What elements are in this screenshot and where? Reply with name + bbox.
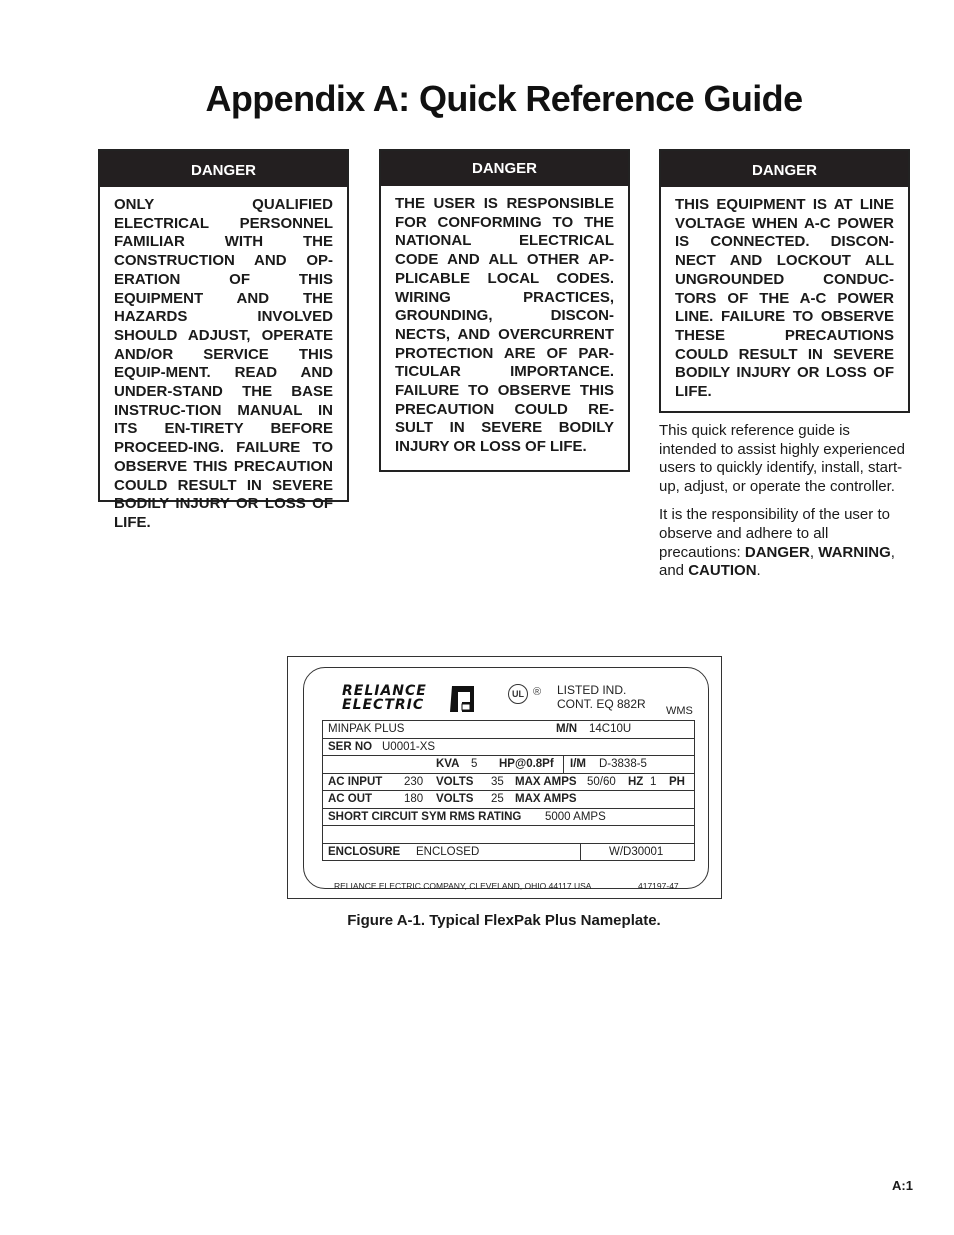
- nameplate-figure: [287, 656, 722, 899]
- ul-listing-text: LISTED IND. CONT. EQ 882R: [557, 683, 646, 711]
- page-title: Appendix A: Quick Reference Guide: [205, 78, 803, 119]
- row-blank: [323, 826, 694, 844]
- wms-label: WMS: [666, 705, 693, 717]
- row-ac-input: AC INPUT 230 VOLTS 35 MAX AMPS 50/60 HZ 1 PH: [323, 774, 694, 792]
- nameplate-plate: [303, 667, 709, 889]
- reliance-electric-logo: RELIANCE ELECTRIC: [342, 684, 427, 712]
- danger-text: ONLY QUALIFIED ELECTRICAL PERSONNEL FAMILIAR WITH THE CONSTRUCTION AND OP-ERATION OF THIS EQUIPMENT AND THE HAZARDS INVOLVED SHOULD ADJUST, OPERATE AND/OR SERVICE THIS EQUIP-MENT. READ AND UNDER-STAND THE BASE INSTRUC-TION MANUAL IN ITS EN-TIRETY BEFORE PROCEED-ING. FAILURE TO OBSERVE THIS PRECAUTION COULD RESULT IN SEVERE BODILY INJURY OR LOSS OF LIFE.: [114, 196, 333, 531]
- nameplate-footer-code: 417197-47: [638, 881, 679, 891]
- danger-box-line-voltage: [659, 149, 910, 413]
- danger-text: THE USER IS RESPONSIBLE FOR CONFORMING TO THE NATIONAL ELECTRICAL CODE AND ALL OTHER AP-PLICABLE LOCAL CODES. WIRING PRACTICES, GROUNDING, DISCON-NECTS, AND OVERCURRENT PROTECTION ARE OF PAR-TICULAR IMPORTANCE. FAILURE TO OBSERVE THIS PRECAUTION COULD RE-SULT IN SEVERE BODILY INJURY OR LOSS OF LIFE.: [395, 195, 614, 456]
- intro-text: [659, 422, 909, 591]
- page-number: A:1: [892, 1178, 913, 1193]
- figure-caption: Figure A-1. Typical FlexPak Plus Nameplate.: [347, 912, 661, 929]
- danger-header: DANGER: [100, 151, 347, 187]
- danger-text: THIS EQUIPMENT IS AT LINE VOLTAGE WHEN A-C POWER IS CONNECTED. DISCON-NECT AND LOCKOUT ALL UNGROUNDED CONDUC-TORS OF THE A-C POWER LINE. FAILURE TO OBSERVE THESE PRECAUTIONS COULD RESULT IN SEVERE BODILY INJURY OR LOSS OF LIFE.: [675, 196, 894, 401]
- reliance-logo-mark-icon: [450, 686, 474, 712]
- caution-keyword: CAUTION: [688, 562, 757, 580]
- row-serial: SER NO U0001-XS: [323, 739, 694, 757]
- registered-mark-icon: ®: [533, 686, 542, 698]
- danger-header: DANGER: [661, 151, 908, 187]
- nameplate-footer: RELIANCE ELECTRIC COMPANY, CLEVELAND, OHIO 44117 USA: [334, 881, 592, 891]
- row-enclosure: ENCLOSURE ENCLOSED W/D30001: [323, 844, 694, 862]
- intro-paragraph-1: This quick reference guide is intended to assist highly experienced users to quickly identify, install, start-up, adjust, or operate the controller.: [659, 422, 905, 495]
- row-model: MINPAK PLUS M/N 14C10U: [323, 721, 694, 739]
- nameplate-ratings-table: [322, 720, 695, 861]
- intro-paragraph-2: It is the responsibility of the user to observe and adhere to all precautions: DANGER, WARNING, and CAUTION.: [659, 506, 895, 580]
- danger-keyword: DANGER: [744, 543, 810, 561]
- row-kva: KVA 5 HP@0.8Pf I/M D-3838-5: [323, 756, 694, 774]
- row-short-circuit: SHORT CIRCUIT SYM RMS RATING 5000 AMPS: [323, 809, 694, 827]
- danger-box-user-responsibility: [379, 149, 630, 472]
- ul-listing-icon: UL: [508, 684, 528, 704]
- danger-header: DANGER: [381, 151, 628, 186]
- warning-keyword: WARNING: [818, 543, 891, 561]
- danger-box-qualified-personnel: [98, 149, 349, 531]
- row-ac-out: AC OUT 180 VOLTS 25 MAX AMPS: [323, 791, 694, 809]
